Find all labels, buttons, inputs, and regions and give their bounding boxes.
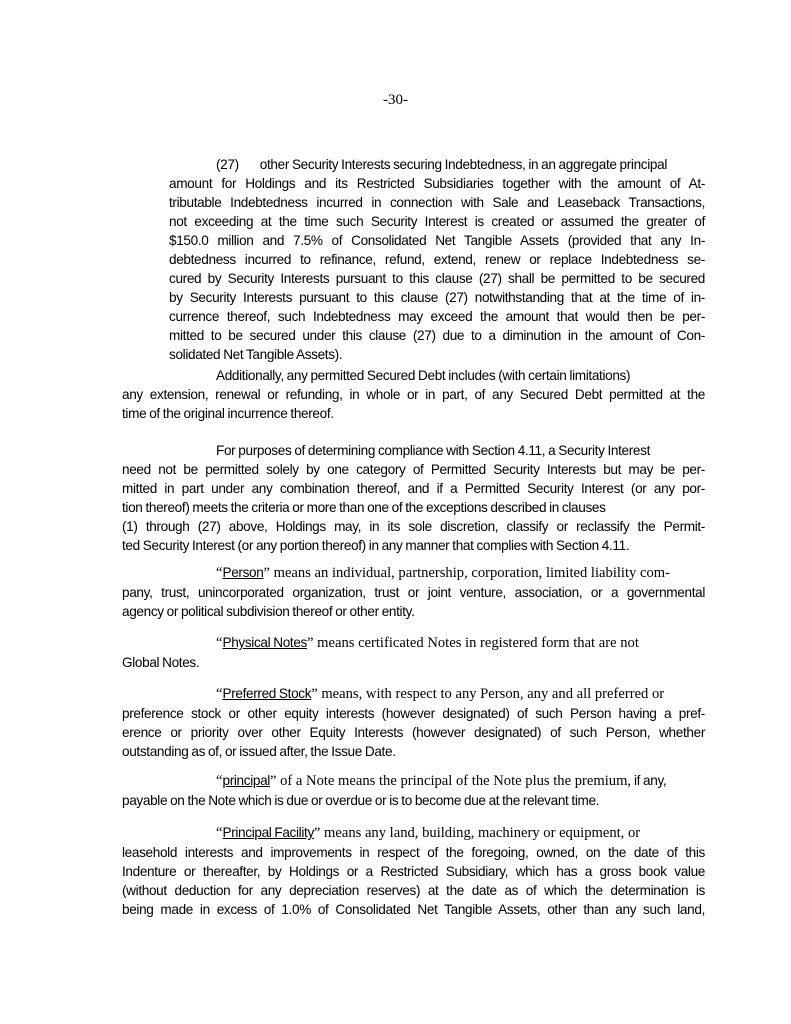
definition-physical-notes-lead-line [122, 633, 705, 653]
clause-27-first-line [169, 155, 705, 174]
clause-27-line: currence thereof, such Indebtedness may exceed the amount that would then be per- [169, 309, 705, 324]
definition-principal-facility-lead: means any land, building, machinery or equipment, or [320, 825, 641, 841]
definition-person-lead: means an individual, partnership, corporation, limited liability com- [269, 565, 670, 581]
definition-principal-lead: of a Note means the principal of the Note plus the premium, [276, 773, 632, 789]
definition-physical-notes-line: Global Notes. [122, 655, 200, 670]
definition-principal-facility-line: being made in excess of 1.0% of Consolidated Net Tangible Assets, other than any such land, [122, 902, 705, 917]
compliance-line: For purposes of determining compliance with Section 4.11, a Security Interest [216, 443, 650, 458]
defined-term-person: Person [222, 565, 264, 580]
definition-person-line: pany, trust, unincorporated organization, trust or joint venture, association, or a governmental [122, 585, 705, 600]
definition-principal [122, 771, 705, 810]
page-number: -30- [383, 92, 408, 108]
close-quote: ” [313, 825, 321, 841]
definition-physical-notes-lead: means certificated Notes in registered form that are not [313, 635, 639, 651]
open-quote: “ [216, 825, 223, 841]
definition-person-line: agency or political subdivision thereof or other entity. [122, 604, 415, 619]
definition-preferred-stock-line: outstanding as of, or issued after, the Issue Date. [122, 744, 396, 759]
clause-27-line: not exceeding at the time such Security Interest is created or assumed the greater of [169, 214, 705, 229]
additionally-paragraph [122, 366, 705, 423]
clause-27-line: by Security Interests pursuant to this clause (27) notwithstanding that at the time of in- [169, 290, 705, 305]
clause-27-line: cured by Security Interests pursuant to this clause (27) shall be permitted to be secured [169, 271, 705, 286]
compliance-line: need not be permitted solely by one category of Permitted Security Interests but may be per- [122, 462, 705, 477]
definition-principal-lead-tail: if any, [631, 773, 667, 788]
clause-27-line: mitted to be secured under this clause (27) due to a diminution in the amount of Con- [169, 328, 705, 343]
clause-27-line: $150.0 million and 7.5% of Consolidated Net Tangible Assets (provided that any In- [169, 233, 705, 248]
compliance-line: ted Security Interest (or any portion thereof) in any manner that complies with Section 4.11. [122, 538, 630, 553]
defined-term-principal-facility: Principal Facility [222, 825, 314, 840]
defined-term-principal: principal [222, 773, 270, 788]
definition-preferred-stock-lead: means, with respect to any Person, any and all preferred or [317, 686, 665, 702]
definition-principal-lead-line [122, 771, 705, 791]
definition-principal-line: payable on the Note which is due or overdue or is to become due at the relevant time. [122, 793, 600, 808]
clause-27-paragraph [169, 155, 705, 364]
defined-term-preferred-stock: Preferred Stock [222, 686, 312, 701]
definition-physical-notes [122, 633, 705, 672]
definition-principal-facility-line: Indenture or thereafter, by Holdings or a Restricted Subsidiary, which has a gross book value [122, 864, 705, 879]
definition-person [122, 563, 705, 621]
compliance-paragraph [122, 441, 705, 555]
definition-preferred-stock-line: erence or priority over other Equity Interests (however designated) of such Person, whether [122, 725, 705, 740]
additionally-line: time of the original incurrence thereof. [122, 406, 334, 421]
definition-preferred-stock-lead-line [122, 684, 705, 704]
close-quote: ” [307, 635, 314, 651]
clause-27-line: debtedness incurred to refinance, refund, extend, renew or replace Indebtedness se- [169, 252, 705, 267]
definition-preferred-stock-line: preference stock or other equity interests (however designated) of such Person having a pref- [122, 706, 705, 721]
clause-27-first-text: other Security Interests securing Indebtedness, in an aggregate principal [259, 157, 668, 172]
compliance-line: tion thereof) meets the criteria or more than one of the exceptions described in clauses [122, 500, 606, 515]
clause-27-line: amount for Holdings and its Restricted Subsidiaries together with the amount of At- [169, 176, 705, 191]
close-quote: ” [311, 686, 318, 702]
definition-principal-facility-line: (without deduction for any depreciation reserves) at the date as of which the determination is [122, 883, 705, 898]
additionally-line: Additionally, any permitted Secured Debt includes (with certain limitations) [216, 368, 631, 383]
definition-principal-facility [122, 823, 705, 919]
definition-principal-facility-lead-line [122, 823, 705, 843]
open-quote: “ [216, 635, 223, 651]
additionally-line: any extension, renewal or refunding, in whole or in part, of any Secured Debt permitted at the [122, 387, 705, 402]
definition-principal-facility-line: leasehold interests and improvements in respect of the foregoing, owned, on the date of this [122, 845, 705, 860]
clause-27-line: solidated Net Tangible Assets). [169, 347, 343, 362]
close-quote: ” [269, 773, 277, 789]
definition-preferred-stock [122, 684, 705, 761]
open-quote: “ [216, 565, 223, 581]
defined-term-physical-notes: Physical Notes [222, 635, 307, 650]
clause-27-line: tributable Indebtedness incurred in connection with Sale and Leaseback Transactions, [169, 195, 705, 210]
compliance-line: (1) through (27) above, Holdings may, in its sole discretion, classify or reclassify the Permit- [122, 519, 705, 534]
definition-person-lead-line [122, 563, 705, 583]
compliance-line: mitted in part under any combination thereof, and if a Permitted Security Interest (or any por- [122, 481, 705, 496]
open-quote: “ [216, 686, 223, 702]
close-quote: ” [263, 565, 270, 581]
open-quote: “ [216, 773, 223, 789]
clause-27-number: (27) [216, 157, 239, 172]
